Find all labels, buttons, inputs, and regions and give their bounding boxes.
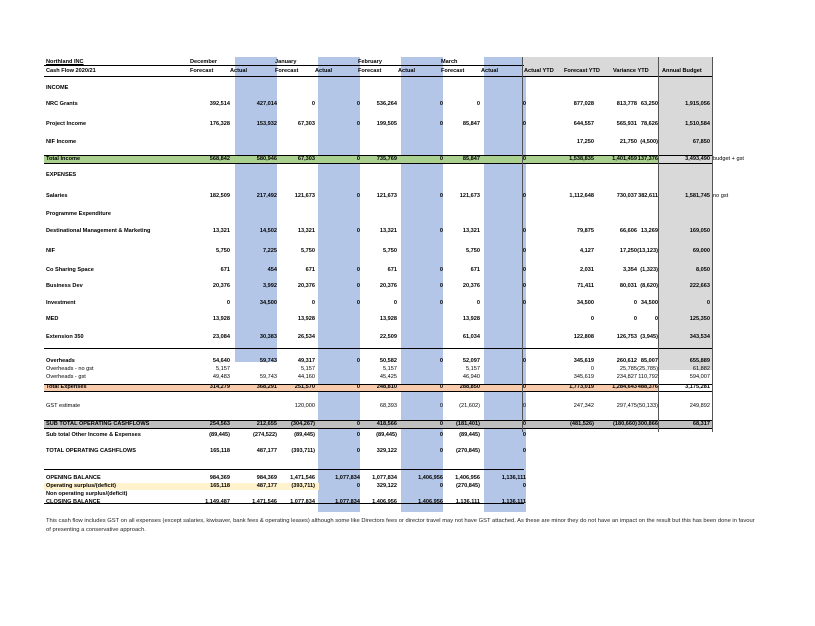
table-cell: (393,711): [291, 483, 315, 489]
table-cell: 1,149,487: [205, 499, 230, 505]
table-cell: 20,376: [462, 283, 480, 289]
table-cell: 52,097: [462, 358, 480, 364]
table-cell: 63,250: [640, 101, 658, 107]
table-cell: 0: [439, 193, 443, 199]
table-cell: 1,471,546: [252, 499, 277, 505]
col-feb-forecast: Forecast: [358, 68, 382, 74]
table-cell: 260,612: [616, 358, 637, 364]
table-cell: 1,284,643: [612, 384, 637, 390]
table-cell: 13,321: [379, 228, 397, 234]
table-cell: 1,915,056: [685, 101, 710, 107]
month-february: February: [358, 59, 382, 65]
table-cell: 427,014: [256, 101, 277, 107]
total-income-band: [44, 155, 658, 163]
table-cell: (304,267): [291, 421, 315, 427]
table-cell: 5,750: [383, 248, 397, 254]
col-dec-forecast: Forecast: [190, 68, 214, 74]
table-cell: 0: [439, 432, 443, 438]
table-cell: (393,711): [291, 448, 315, 454]
row-label: Non operating surplus/(deficit): [46, 491, 128, 497]
table-cell: (8,620): [640, 283, 658, 289]
table-cell: 69,000: [692, 248, 710, 254]
row-label: TOTAL OPERATING CASHFLOWS: [46, 448, 137, 454]
table-cell: 68,317: [692, 421, 710, 427]
table-cell: 34,500: [259, 300, 277, 306]
table-cell: 249,892: [689, 403, 710, 409]
table-cell: 234,827: [616, 374, 637, 380]
table-cell: 0: [590, 366, 594, 372]
table-cell: 0: [439, 101, 443, 107]
table-cell: 13,928: [297, 316, 315, 322]
row-label: Salaries: [46, 193, 68, 199]
table-cell: 4,127: [580, 248, 594, 254]
table-cell: 110,792: [638, 374, 658, 380]
month-march: March: [441, 59, 458, 65]
col-jan-forecast: Forecast: [275, 68, 299, 74]
table-cell: (13,123): [637, 248, 658, 254]
table-cell: 1,077,834: [335, 475, 360, 481]
row-label: Total Income: [46, 156, 81, 162]
table-cell: (89,445): [376, 432, 397, 438]
table-cell: 13,928: [379, 316, 397, 322]
table-cell: 288,850: [459, 384, 480, 390]
table-cell: 5,157: [216, 366, 230, 372]
table-cell: 22,509: [379, 334, 397, 340]
table-cell: 0: [633, 300, 637, 306]
table-cell: 382,611: [638, 193, 658, 199]
table-cell: 0: [356, 448, 360, 454]
table-cell: 13,321: [212, 228, 230, 234]
table-cell: 79,875: [576, 228, 594, 234]
table-cell: 0: [439, 384, 443, 390]
table-cell: 0: [439, 121, 443, 127]
table-cell: 345,619: [573, 358, 594, 364]
table-cell: 0: [522, 384, 526, 390]
table-cell: 67,303: [297, 121, 315, 127]
table-cell: 655,889: [689, 358, 710, 364]
row-label: Sub total Other Income & Expenses: [46, 432, 141, 438]
table-cell: 0: [356, 421, 360, 427]
table-cell: (89,445): [294, 432, 315, 438]
table-cell: 80,031: [619, 283, 637, 289]
table-cell: 343,534: [689, 334, 710, 340]
table-cell: 0: [706, 300, 710, 306]
table-cell: 5,157: [301, 366, 315, 372]
table-cell: 251,570: [294, 384, 315, 390]
table-cell: 0: [439, 448, 443, 454]
table-cell: 297,475: [616, 403, 637, 409]
table-cell: 20,376: [379, 283, 397, 289]
row-label: Co Sharing Space: [46, 267, 94, 273]
table-cell: 120,000: [294, 403, 315, 409]
table-cell: 671: [305, 267, 315, 273]
table-cell: 13,928: [462, 316, 480, 322]
table-cell: 568,842: [209, 156, 230, 162]
table-cell: 0: [633, 316, 637, 322]
table-cell: 392,514: [209, 101, 230, 107]
table-cell: 0: [522, 248, 526, 254]
table-cell: 17,250: [619, 248, 637, 254]
table-cell: 5,157: [466, 366, 480, 372]
table-cell: 0: [311, 300, 315, 306]
row-label: NRC Grants: [46, 101, 78, 107]
table-cell: 0: [522, 228, 526, 234]
table-cell: 0: [356, 432, 360, 438]
table-cell: 247,342: [573, 403, 594, 409]
table-cell: (1,323): [640, 267, 658, 273]
table-cell: 984,369: [209, 475, 230, 481]
table-cell: 3,992: [263, 283, 277, 289]
row-label: SUB TOTAL OPERATING CASHFLOWS: [46, 421, 150, 427]
table-cell: 368,291: [256, 384, 277, 390]
table-cell: 1,406,956: [418, 475, 443, 481]
row-note: no gst: [713, 193, 729, 199]
table-cell: 67,850: [692, 139, 710, 145]
table-cell: 1,406,956: [455, 475, 480, 481]
row-label: Programme Expenditure: [46, 211, 111, 217]
table-cell: (25,785): [637, 366, 658, 372]
table-cell: 0: [439, 267, 443, 273]
table-cell: 0: [439, 358, 443, 364]
table-cell: 71,411: [577, 283, 594, 289]
table-cell: 0: [356, 483, 360, 489]
col-forecast-ytd: Forecast YTD: [564, 68, 600, 74]
table-cell: 418,566: [376, 421, 397, 427]
table-cell: 1,471,546: [290, 475, 315, 481]
table-cell: 1,077,834: [335, 499, 360, 505]
table-cell: 0: [522, 448, 526, 454]
table-cell: 126,753: [616, 334, 637, 340]
table-cell: 121,673: [294, 193, 315, 199]
table-cell: 671: [470, 267, 480, 273]
table-cell: 0: [439, 403, 443, 409]
table-cell: 30,383: [259, 334, 277, 340]
sheet-subtitle: Cash Flow 2020/21: [46, 68, 96, 74]
table-cell: 17,250: [576, 139, 594, 145]
row-label: INCOME: [46, 85, 69, 91]
table-cell: 0: [476, 300, 480, 306]
table-cell: (180,660): [613, 421, 637, 427]
table-cell: 199,505: [376, 121, 397, 127]
table-cell: 137,376: [637, 156, 658, 162]
footnote: This cash flow includes GST on all expenses (except salaries, kiwisaver, bank fees & operating leases) although some like Directors fees or director travel may not have GST attached. As these are minor they do not have an impact on the result but this has been done in favour of presenting a conservative approach.: [46, 518, 755, 533]
table-cell: 26,534: [297, 334, 315, 340]
table-cell: 121,673: [376, 193, 397, 199]
table-cell: 5,750: [216, 248, 230, 254]
company-name: Northland INC: [46, 59, 84, 65]
table-cell: 671: [220, 267, 230, 273]
table-cell: 1,406,956: [372, 499, 397, 505]
table-cell: 1,136,111: [455, 499, 480, 505]
row-label: OPENING BALANCE: [46, 475, 101, 481]
table-cell: (3,945): [640, 334, 658, 340]
table-cell: 13,269: [640, 228, 658, 234]
table-cell: 176,328: [209, 121, 230, 127]
table-cell: 3,493,490: [685, 156, 710, 162]
table-cell: 0: [439, 283, 443, 289]
table-cell: 222,663: [689, 283, 710, 289]
row-label: Extension 350: [46, 334, 84, 340]
table-cell: 0: [522, 101, 526, 107]
table-cell: 594,007: [689, 374, 710, 380]
table-cell: (21,602): [459, 403, 480, 409]
table-cell: 1,077,834: [290, 499, 315, 505]
table-cell: 3,354: [623, 267, 637, 273]
table-cell: (50,133): [637, 403, 658, 409]
january-actual-column: [318, 57, 360, 512]
table-cell: 1,136,111: [501, 499, 526, 505]
table-cell: 212,655: [256, 421, 277, 427]
table-cell: 730,037: [616, 193, 637, 199]
table-cell: 671: [387, 267, 397, 273]
table-cell: 254,563: [209, 421, 230, 427]
table-cell: 45,425: [379, 374, 397, 380]
table-cell: 34,500: [640, 300, 658, 306]
table-cell: 78,626: [640, 121, 658, 127]
table-cell: 165,118: [210, 483, 230, 489]
table-cell: 644,557: [573, 121, 594, 127]
table-cell: 122,808: [573, 334, 594, 340]
table-cell: 0: [356, 267, 360, 273]
table-cell: 248,810: [376, 384, 397, 390]
table-cell: 0: [522, 121, 526, 127]
row-label: CLOSING BALANCE: [46, 499, 101, 505]
table-cell: 85,847: [462, 156, 480, 162]
table-cell: 0: [356, 193, 360, 199]
row-label: GST estimate: [46, 403, 81, 409]
table-cell: 1,077,834: [372, 475, 397, 481]
table-cell: 165,118: [210, 448, 230, 454]
table-cell: 984,369: [256, 475, 277, 481]
table-cell: 153,932: [256, 121, 277, 127]
table-cell: 1,406,956: [418, 499, 443, 505]
table-cell: 0: [356, 384, 360, 390]
col-annual-budget: Annual Budget: [662, 68, 702, 74]
row-label: Operating surplus/(deficit): [46, 483, 116, 489]
table-cell: 0: [522, 432, 526, 438]
table-cell: 487,177: [256, 448, 277, 454]
table-cell: 0: [522, 283, 526, 289]
table-cell: 5,750: [466, 248, 480, 254]
total-expenses-band: [44, 384, 658, 391]
table-cell: 0: [226, 300, 230, 306]
table-cell: 0: [522, 300, 526, 306]
table-cell: 25,785: [619, 366, 637, 372]
table-cell: 21,750: [619, 139, 637, 145]
table-cell: 813,778: [616, 101, 637, 107]
table-cell: 67,303: [297, 156, 315, 162]
table-cell: 0: [522, 483, 526, 489]
table-cell: 5,157: [383, 366, 397, 372]
table-cell: 565,931: [616, 121, 637, 127]
table-cell: 1,112,648: [569, 193, 594, 199]
col-actual-ytd: Actual YTD: [524, 68, 554, 74]
table-cell: 66,606: [619, 228, 637, 234]
table-cell: 0: [356, 156, 360, 162]
row-label: MED: [46, 316, 59, 322]
table-cell: 85,847: [462, 121, 480, 127]
table-cell: 1,510,584: [685, 121, 710, 127]
table-cell: 13,321: [297, 228, 315, 234]
table-cell: (481,526): [570, 421, 594, 427]
table-cell: 536,264: [376, 101, 397, 107]
table-cell: 300,866: [637, 421, 658, 427]
table-cell: 0: [356, 283, 360, 289]
table-cell: 1,538,835: [569, 156, 594, 162]
table-cell: 1,581,745: [685, 193, 710, 199]
table-cell: 61,882: [692, 366, 710, 372]
table-cell: 735,769: [376, 156, 397, 162]
table-cell: 20,376: [297, 283, 315, 289]
table-cell: 0: [654, 316, 658, 322]
table-cell: 7,225: [263, 248, 277, 254]
table-cell: 0: [522, 193, 526, 199]
table-cell: 85,007: [640, 358, 658, 364]
month-january: January: [275, 59, 297, 65]
table-cell: 329,122: [376, 448, 397, 454]
row-label: EXPENSES: [46, 172, 77, 178]
february-actual-column: [401, 57, 443, 512]
table-cell: 217,492: [256, 193, 277, 199]
table-cell: 8,050: [696, 267, 710, 273]
col-jan-actual: Actual: [315, 68, 333, 74]
table-cell: 0: [439, 483, 443, 489]
month-december: December: [190, 59, 218, 65]
table-cell: 0: [476, 101, 480, 107]
table-cell: 44,160: [297, 374, 315, 380]
table-cell: 2,031: [580, 267, 594, 273]
table-cell: 54,640: [212, 358, 230, 364]
table-cell: 345,619: [573, 374, 594, 380]
table-cell: 0: [439, 421, 443, 427]
table-cell: 3,175,281: [685, 384, 710, 390]
col-mar-forecast: Forecast: [441, 68, 465, 74]
table-cell: 59,743: [259, 374, 277, 380]
row-label: Investment: [46, 300, 76, 306]
table-cell: 877,028: [573, 101, 594, 107]
table-cell: 49,317: [297, 358, 315, 364]
table-cell: 0: [393, 300, 397, 306]
table-cell: 46,940: [462, 374, 480, 380]
table-cell: (89,445): [209, 432, 230, 438]
table-cell: 20,376: [212, 283, 230, 289]
row-label: Business Dev: [46, 283, 83, 289]
table-cell: 23,084: [212, 334, 230, 340]
row-label: Total Expenses: [46, 384, 87, 390]
table-cell: 0: [439, 156, 443, 162]
table-cell: 61,034: [462, 334, 480, 340]
table-cell: (270,845): [456, 448, 480, 454]
table-cell: 0: [522, 421, 526, 427]
table-cell: 1,401,459: [612, 156, 637, 162]
table-cell: 329,122: [376, 483, 397, 489]
table-cell: (181,401): [456, 421, 480, 427]
row-label: NIF Income: [46, 139, 77, 145]
row-label: Overheads - no gst: [46, 366, 94, 372]
table-cell: 580,946: [256, 156, 277, 162]
table-cell: 0: [522, 156, 526, 162]
table-cell: (270,845): [456, 483, 480, 489]
table-cell: 0: [590, 316, 594, 322]
table-cell: 49,483: [212, 374, 230, 380]
table-cell: 488,376: [637, 384, 658, 390]
table-cell: 0: [356, 300, 360, 306]
table-cell: 13,321: [462, 228, 480, 234]
table-cell: 0: [522, 403, 526, 409]
row-label: NIF: [46, 248, 56, 254]
table-cell: 68,393: [379, 403, 397, 409]
row-note: budget + gst: [713, 156, 744, 162]
table-cell: 121,673: [459, 193, 480, 199]
table-cell: 182,509: [209, 193, 230, 199]
table-cell: 34,500: [576, 300, 594, 306]
table-cell: 1,773,019: [569, 384, 594, 390]
table-cell: 0: [522, 267, 526, 273]
table-cell: 125,350: [689, 316, 710, 322]
march-actual-column: [484, 57, 526, 512]
table-cell: 454: [267, 267, 277, 273]
col-dec-actual: Actual: [230, 68, 248, 74]
row-label: Overheads - gst: [46, 374, 86, 380]
col-feb-actual: Actual: [398, 68, 416, 74]
table-cell: (274,522): [253, 432, 277, 438]
table-cell: 14,502: [259, 228, 277, 234]
col-variance-ytd: Variance YTD: [613, 68, 649, 74]
table-cell: 59,743: [259, 358, 277, 364]
table-cell: (89,445): [459, 432, 480, 438]
table-cell: 1,136,111: [501, 475, 526, 481]
table-cell: (4,500): [640, 139, 658, 145]
table-cell: 0: [356, 121, 360, 127]
table-cell: 0: [439, 300, 443, 306]
table-cell: 0: [356, 358, 360, 364]
table-cell: 0: [356, 228, 360, 234]
table-cell: 13,928: [212, 316, 230, 322]
table-cell: 50,582: [379, 358, 397, 364]
table-cell: 0: [356, 101, 360, 107]
col-mar-actual: Actual: [481, 68, 499, 74]
table-cell: 169,050: [689, 228, 710, 234]
table-cell: 0: [311, 101, 315, 107]
row-label: Project Income: [46, 121, 87, 127]
table-cell: 314,279: [209, 384, 230, 390]
table-cell: 5,750: [301, 248, 315, 254]
table-cell: 0: [522, 358, 526, 364]
table-cell: 0: [439, 228, 443, 234]
table-cell: 487,177: [256, 483, 277, 489]
row-label: Overheads: [46, 358, 75, 364]
row-label: Destinational Management & Marketing: [46, 228, 151, 234]
